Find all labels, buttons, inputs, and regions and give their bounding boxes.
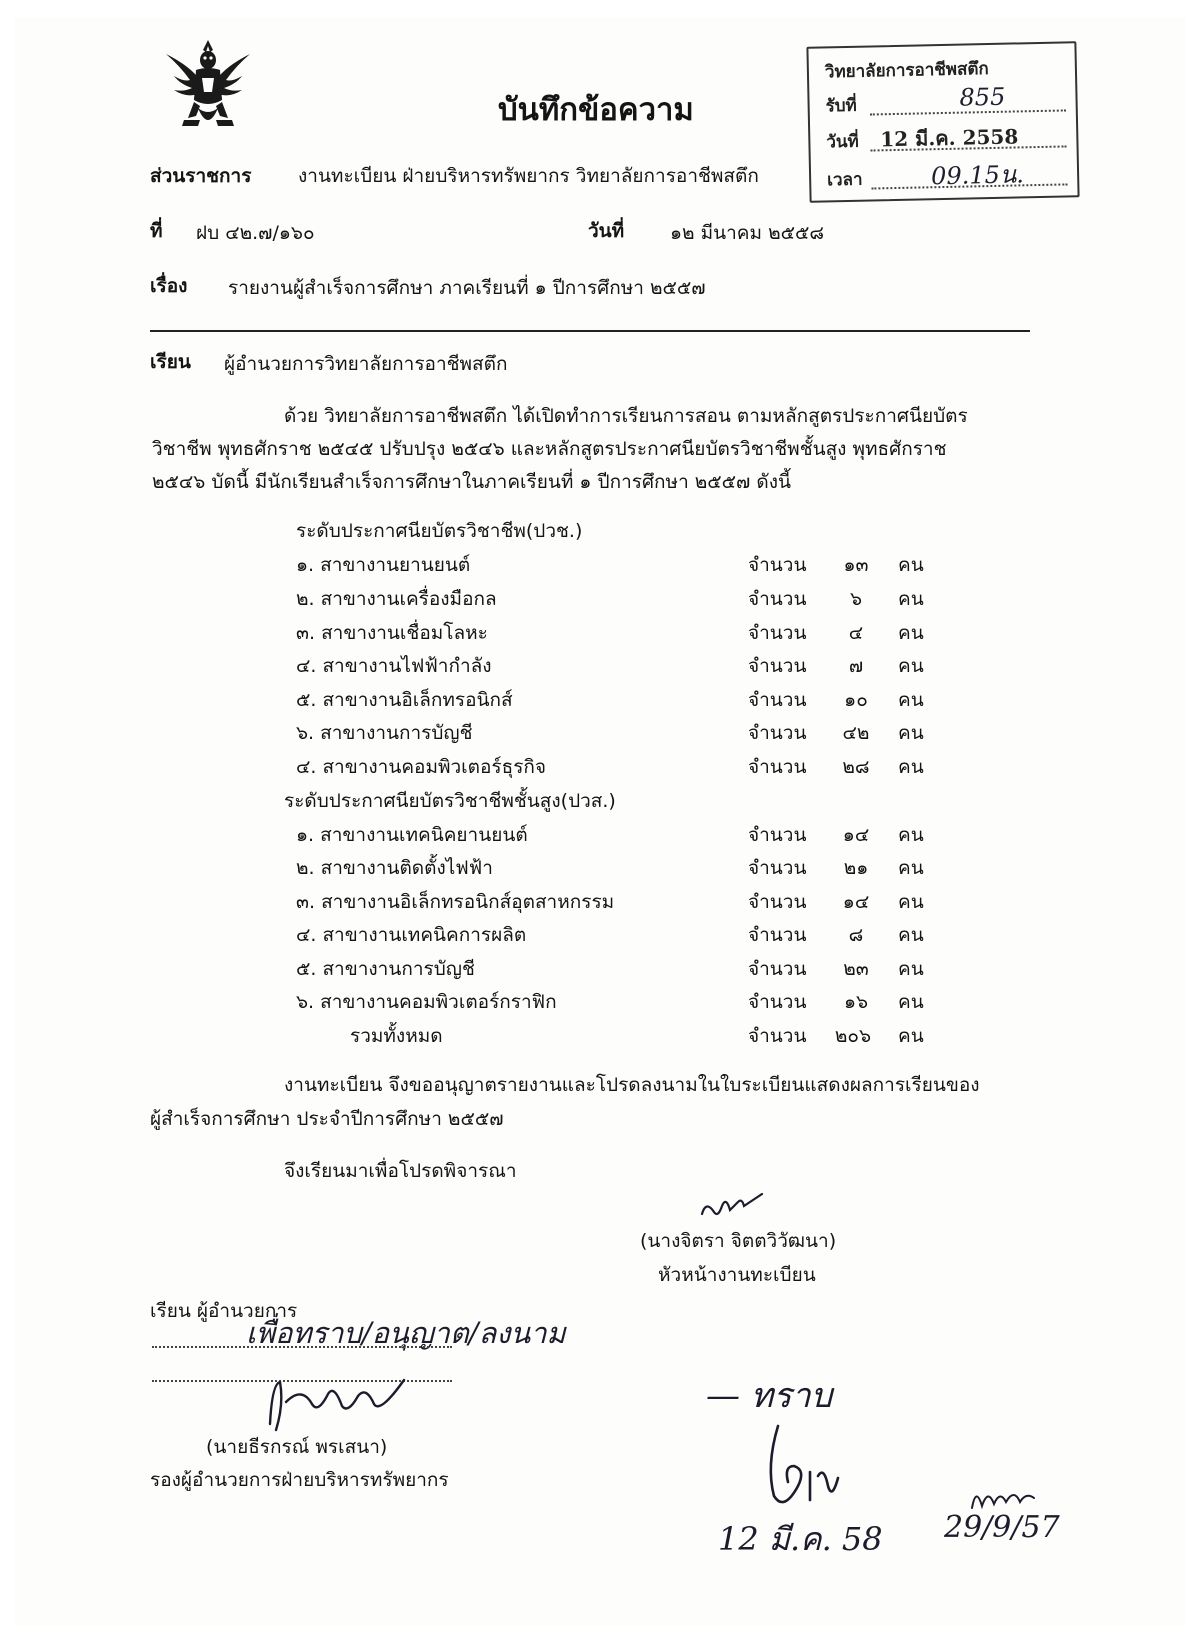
- stamp-received-no: 855: [959, 82, 1006, 112]
- department-label: ส่วนราชการ: [150, 165, 252, 187]
- pvc-item-count-label: จำนวน: [748, 756, 807, 778]
- salutation-label: เรียน: [150, 351, 191, 373]
- salutation-value: ผู้อำนวยการวิทยาลัยการอาชีพสตึก: [224, 353, 508, 375]
- signer-name: (นางจิตรา จิตตวิวัฒนา): [640, 1230, 837, 1252]
- pvc-item-num: ๒๘: [842, 756, 870, 778]
- pvs-item-count-label: จำนวน: [748, 924, 807, 946]
- reviewer-initials: [968, 1480, 1038, 1514]
- pvs-item-name: ๑. สาขางานเทคนิคยานยนต์: [296, 824, 528, 846]
- pvs-item-unit: คน: [898, 924, 924, 946]
- pvc-item-num: ๔๒: [842, 722, 870, 744]
- pvc-item-count-label: จำนวน: [748, 722, 807, 744]
- ref-label: ที่: [150, 220, 163, 242]
- ref-value: ฝบ ๔๒.๗/๑๖๐: [196, 222, 315, 244]
- pvs-item-num: ๒๑: [843, 857, 869, 879]
- pvc-item-unit: คน: [898, 756, 924, 778]
- handwritten-date-1: 12 มี.ค. 58: [718, 1520, 883, 1558]
- request-line: งานทะเบียน จึงขออนุญาตรายงานและโปรดลงนามในใบระเบียนแสดงผลการเรียนของ: [284, 1074, 980, 1096]
- pvc-item-name: ๖. สาขางานการบัญชี: [296, 722, 473, 744]
- date-value: ๑๒ มีนาคม ๒๕๕๘: [670, 222, 825, 244]
- pvc-item-unit: คน: [898, 554, 924, 576]
- signer-position: หัวหน้างานทะเบียน: [658, 1264, 816, 1286]
- pvs-item-name: ๕. สาขางานการบัญชี: [296, 958, 475, 980]
- total-count-label: จำนวน: [748, 1025, 807, 1047]
- request-line: ผู้สำเร็จการศึกษา ประจำปีการศึกษา ๒๕๕๗: [150, 1108, 504, 1130]
- intro-line: ด้วย วิทยาลัยการอาชีพสตึก ได้เปิดทำการเรียนการสอน ตามหลักสูตรประกาศนียบัตร: [284, 405, 968, 427]
- memo-page: [14, 18, 1186, 1626]
- stamp-org: วิทยาลัยการอาชีพสตึก: [824, 59, 989, 83]
- pvs-item-unit: คน: [898, 958, 924, 980]
- pvs-item-num: ๑๖: [843, 991, 869, 1013]
- pvc-item-num: ๗: [848, 655, 864, 677]
- pvc-item-unit: คน: [898, 655, 924, 677]
- director-signature: [758, 1416, 848, 1516]
- pvc-item-count-label: จำนวน: [748, 689, 807, 711]
- pvs-item-num: ๒๓: [843, 958, 869, 980]
- endorsement-handwritten-note: เพื่อทราบ/อนุญาต/ลงนาม: [246, 1316, 566, 1350]
- pvs-item-num: ๘: [848, 924, 864, 946]
- date-label: วันที่: [588, 220, 625, 242]
- pvs-item-num: ๑๔: [842, 824, 870, 846]
- pvs-item-name: ๔. สาขางานเทคนิคการผลิต: [296, 924, 527, 946]
- pvc-heading: ระดับประกาศนียบัตรวิชาชีพ(ปวช.): [296, 520, 583, 542]
- pvc-item-unit: คน: [898, 722, 924, 744]
- signer-signature: [696, 1192, 768, 1222]
- pvc-item-name: ๕. สาขางานอิเล็กทรอนิกส์: [296, 689, 513, 711]
- department-value: งานทะเบียน ฝ่ายบริหารทรัพยากร วิทยาลัยการอาชีพสตึก: [298, 165, 759, 187]
- endorsement-to: เรียน ผู้อำนวยการ: [150, 1300, 298, 1322]
- pvs-item-unit: คน: [898, 824, 924, 846]
- pvs-item-unit: คน: [898, 891, 924, 913]
- stamp-time-label: เวลา: [826, 169, 863, 191]
- closing-line: จึงเรียนมาเพื่อโปรดพิจารณา: [284, 1160, 517, 1182]
- endorsement-signature: [262, 1374, 412, 1434]
- pvc-item-name: ๔. สาขางานไฟฟ้ากำลัง: [296, 655, 492, 677]
- header-divider: [150, 330, 1030, 332]
- total-label: รวมทั้งหมด: [350, 1025, 443, 1047]
- received-stamp: [806, 41, 1079, 203]
- total-unit: คน: [898, 1025, 924, 1047]
- pvc-item-unit: คน: [898, 622, 924, 644]
- pvc-item-unit: คน: [898, 689, 924, 711]
- total-num: ๒๐๖: [834, 1025, 872, 1047]
- stamp-date-label: วันที่: [826, 131, 859, 153]
- intro-line: ๒๕๔๖ บัดนี้ มีนักเรียนสำเร็จการศึกษาในภาคเรียนที่ ๑ ปีการศึกษา ๒๕๕๗ ดังนี้: [152, 471, 791, 493]
- pvs-heading: ระดับประกาศนียบัตรวิชาชีพชั้นสูง(ปวส.): [284, 790, 616, 812]
- memo-title: บันทึกข้อความ: [498, 92, 694, 128]
- pvc-item-unit: คน: [898, 588, 924, 610]
- garuda-emblem: [160, 36, 256, 136]
- pvs-item-unit: คน: [898, 991, 924, 1013]
- stamp-date-value: 12 มี.ค. 2558: [880, 124, 1019, 152]
- pvs-item-name: ๒. สาขางานติดตั้งไฟฟ้า: [296, 857, 493, 879]
- pvs-item-num: ๑๔: [842, 891, 870, 913]
- handwritten-note-acknowledged: — ทราบ: [706, 1376, 833, 1416]
- pvc-item-name: ๓. สาขางานเชื่อมโลหะ: [296, 622, 488, 644]
- stamp-received-label: รับที่: [825, 95, 857, 117]
- subject-label: เรื่อง: [150, 275, 188, 297]
- pvc-item-num: ๑๓: [843, 554, 869, 576]
- pvc-item-count-label: จำนวน: [748, 554, 807, 576]
- dotted-line: [152, 1346, 452, 1348]
- pvs-item-count-label: จำนวน: [748, 991, 807, 1013]
- pvc-item-name: ๑. สาขางานยานยนต์: [296, 554, 471, 576]
- pvc-item-name: ๒. สาขางานเครื่องมือกล: [296, 588, 497, 610]
- pvs-item-unit: คน: [898, 857, 924, 879]
- intro-line: วิชาชีพ พุทธศักราช ๒๕๔๕ ปรับปรุง ๒๕๔๖ และหลักสูตรประกาศนียบัตรวิชาชีพชั้นสูง พุทธศักราช: [152, 438, 947, 460]
- pvs-item-count-label: จำนวน: [748, 958, 807, 980]
- endorsement-position: รองผู้อำนวยการฝ่ายบริหารทรัพยากร: [150, 1469, 449, 1491]
- pvs-item-count-label: จำนวน: [748, 857, 807, 879]
- pvc-item-num: ๖: [849, 588, 863, 610]
- pvc-item-num: ๔: [848, 622, 864, 644]
- subject-value: รายงานผู้สำเร็จการศึกษา ภาคเรียนที่ ๑ ปีการศึกษา ๒๕๕๗: [228, 277, 706, 299]
- pvc-item-count-label: จำนวน: [748, 655, 807, 677]
- stamp-time-value: 09.15น.: [930, 160, 1025, 191]
- pvs-item-name: ๓. สาขางานอิเล็กทรอนิกส์อุตสาหกรรม: [296, 891, 615, 913]
- pvs-item-count-label: จำนวน: [748, 891, 807, 913]
- endorsement-name: (นายธีรกรณ์ พรเสนา): [206, 1436, 388, 1458]
- pvc-item-name: ๔. สาขางานคอมพิวเตอร์ธุรกิจ: [296, 756, 547, 778]
- handwritten-date-2: 29/9/57: [944, 1510, 1060, 1545]
- pvc-item-num: ๑๐: [844, 689, 868, 711]
- pvc-item-count-label: จำนวน: [748, 588, 807, 610]
- pvs-item-name: ๖. สาขางานคอมพิวเตอร์กราฟิก: [296, 991, 557, 1013]
- pvc-item-count-label: จำนวน: [748, 622, 807, 644]
- pvs-item-count-label: จำนวน: [748, 824, 807, 846]
